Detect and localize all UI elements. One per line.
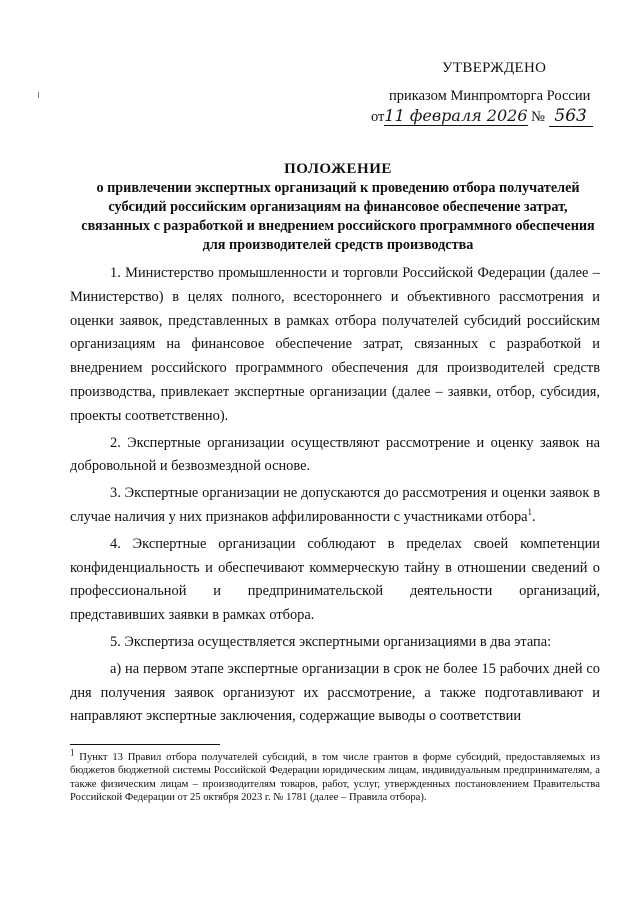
footnote-divider — [70, 744, 220, 745]
paragraph-2: 2. Экспертные организации осуществляют рассмотрение и оценку заявок на добровольной и безвозмездной основе. — [70, 434, 600, 475]
title-line: для производителей средств производства — [202, 237, 474, 253]
paragraph-5: 5. Экспертиза осуществляется экспертными организациями в два этапа: — [110, 633, 552, 650]
order-date-number — [371, 106, 593, 127]
footnote-ref[interactable]: 1 — [527, 507, 533, 518]
scan-mark — [38, 92, 39, 98]
title-line: о привлечении экспертных организаций к проведению отбора получателей — [96, 180, 580, 196]
title-main: ПОЛОЖЕНИЕ — [284, 161, 392, 177]
footnote-text: Пункт 13 Правил отбора получателей субсидий, в том числе грантов в форме субсидий, предоставляемых из бюджетов бюджетной системы Российской Федерации юридическим лицам, индивидуальным предпринимателям, а также физическим лицам – производителям товаров, работ, услуг, утвержденных постановлением Правительства Российской Федерации от 25 октября 2023 г. № 1781 (далее – Правила отбора). — [70, 752, 600, 803]
date-prefix: от — [371, 109, 385, 125]
paragraph-4: 4. Экспертные организации соблюдают в пределах своей компетенции конфиденциальность и обеспечивают коммерческую тайну в отношении сведений о профессиональной и предпринимательской деятельности организаций, представивших заявки в рамках отбора. — [70, 535, 600, 624]
paragraph-1: 1. Министерство промышленности и торговли Российской Федерации (далее – Министерство) в целях полного, всестороннего и объективного рассмотрения и оценки заявок, представленных в рамках отбора получателей субсидий российским организациям на финансовое обеспечение затрат, связанных с разработкой и внедрением российского программного обеспечения для производителей средств производства, привлекает экспертные организации (далее – заявки, отбор, субсидия, проекты соответственно). — [70, 265, 600, 424]
paragraph-3: 3. Экспертные организации не допускаются до рассмотрения и оценки заявок в случае наличия у них признаков аффилированности с участниками отбора$^1$. — [70, 485, 600, 525]
paragraph-5a: а) на первом этапе экспертные организации в срок не более 15 рабочих дней со дня получения заявок организуют их рассмотрение, а также подготавливают и направляют экспертные заключения, содержащие выводы о соответствии — [70, 660, 600, 725]
document-body — [70, 262, 600, 732]
footnote-marker: 1 — [70, 747, 75, 758]
title-line: субсидий российским организациям на финансовое обеспечение затрат, — [108, 199, 568, 215]
paragraph-3-text: 3. Экспертные организации не допускаются до рассмотрения и оценки заявок в случае наличия у них признаков аффилированности с участниками отбора — [70, 485, 600, 525]
handwritten-number: 563 — [549, 106, 593, 127]
approval-stamp: УТВЕРЖДЕНО — [442, 60, 547, 76]
footnote — [70, 747, 600, 804]
title-line: связанных с разработкой и внедрением российского программного обеспечения — [81, 218, 595, 234]
order-line: приказом Минпромторга России — [389, 88, 591, 104]
document-title — [60, 160, 616, 255]
number-prefix: № — [531, 109, 545, 125]
handwritten-date: 11 февраля 2026 — [384, 106, 528, 125]
